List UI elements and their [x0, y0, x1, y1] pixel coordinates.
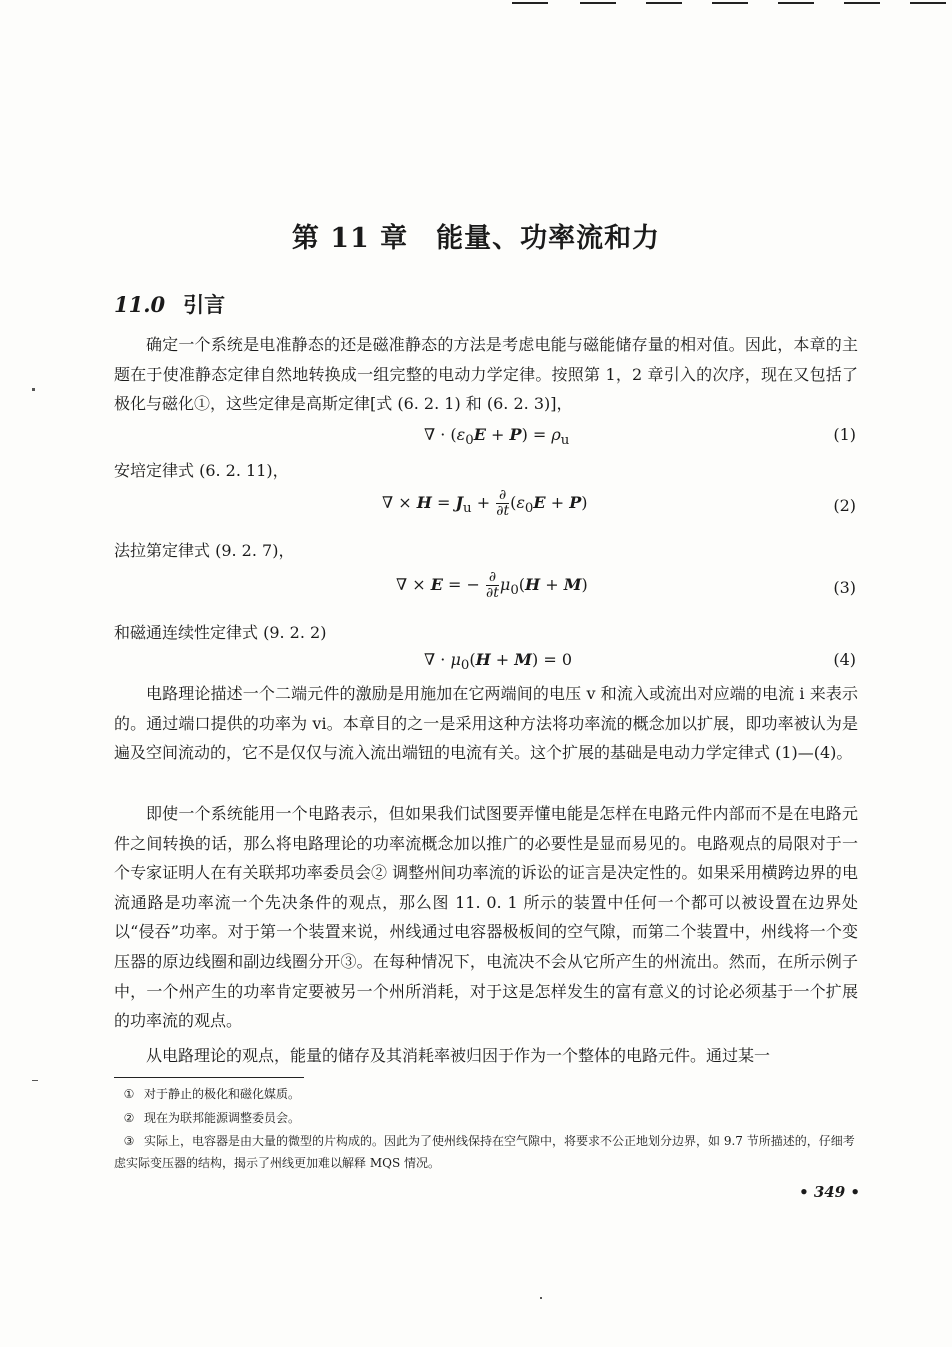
- paragraph-circuit-theory: 电路理论描述一个二端元件的激励是用施加在它两端间的电压 v 和流入或流出对应端的电流 i 来表示的。通过端口提供的功率为 vi。本章目的之一是采用这种方法将功率流的概念加以扩展，即功率被认为是遍及空间流动的，它不是仅仅与流入流出端钮的电流有关。这个扩展的基础是电动力学定律式 (1)—(4)。: [114, 684, 858, 763]
- scan-speck: [32, 1080, 38, 1081]
- chapter-title: 第 11 章 能量、功率流和力: [291, 223, 661, 254]
- section-title: 引言: [183, 292, 226, 317]
- section-heading: [114, 289, 225, 319]
- equation-gauss: ∇ · $(\varepsilon_0E + P) = \rho_u$: [424, 425, 570, 449]
- scan-speck: [32, 388, 35, 391]
- section-number: 11.0: [114, 292, 166, 317]
- page-number: • 349 •: [799, 1183, 860, 1201]
- footnote: ① 对于静止的极化和磁化媒质。: [123, 1087, 301, 1101]
- footnote-rule: [114, 1077, 304, 1078]
- equation-number: (2): [833, 496, 856, 515]
- top-rule: [910, 2, 946, 4]
- equation-number: (4): [833, 650, 856, 669]
- top-rule: [580, 2, 616, 4]
- top-rule: [646, 2, 682, 4]
- label-ampere: 安培定律式 (6. 2. 11)，: [114, 461, 289, 480]
- equation-number: (3): [833, 578, 856, 597]
- footnote: ③ 实际上，电容器是由大量的微型的片构成的。因此为了使州线保持在空气隙中，将要求不公正地划分边界，如 9.7 节所描述的，仔细考虑实际变压器的结构，揭示了州线更加难以解释 MQS 情况。: [114, 1134, 855, 1170]
- paragraph-intro: 确定一个系统是电准静态的还是磁准静态的方法是考虑电能与磁能储存量的相对值。因此，本章的主题在于使准静态定律自然地转换成一组完整的电动力学定律。按照第 1，2 章引入的次序，现在又包括了极化与磁化①，这些定律是高斯定律[式 (6. 2. 1) 和 (6. 2. 3)]，: [114, 335, 858, 414]
- equation-flux: ∇ · $\mu_0(H + M) = 0$: [424, 650, 572, 674]
- top-rule: [844, 2, 880, 4]
- paragraph-energy-storage: 从电路理论的观点，能量的储存及其消耗率被归因于作为一个整体的电路元件。通过某一: [146, 1046, 771, 1065]
- top-rule: [778, 2, 814, 4]
- equation-faraday: ∇ × E = − $\frac{\partial}{\partial t}$ $\mu_0(H + M)$: [396, 569, 588, 601]
- scan-speck: [540, 1297, 542, 1299]
- paragraph-power-flow: 即使一个系统能用一个电路表示，但如果我们试图要弄懂电能是怎样在电路元件内部而不是在电路元件之间转换的话，那么将电路理论的功率流概念加以推广的必要性是显而易见的。电路观点的局限对于一个专家证明人在有关联邦功率委员会② 调整州间功率流的诉讼的证言是决定性的。如果采用横跨边界的电流通路是功率流一个先决条件的观点，那么图 11. 0. 1 所示的装置中任何一个都可以被设置在边界处以“侵吞”功率。对于第一个装置来说，州线通过电容器极板间的空气隙，而第二个装置中，州线将一个变压器的原边线圈和副边线圈分开③。在每种情况下，电流决不会从它所产生的州流出。然而，在所示例子中，一个州产生的功率肯定要被另一个州所消耗，对于这是怎样发生的富有意义的讨论必须基于一个扩展的功率流的观点。: [114, 804, 858, 1031]
- label-faraday: 法拉第定律式 (9. 2. 7)，: [114, 541, 295, 560]
- equation-ampere: ∇ × $H = J_u$ + $\frac{\partial}{\partial t}$ $(\varepsilon_0E + P)$: [382, 487, 588, 519]
- top-rule: [512, 2, 548, 4]
- label-flux: 和磁通连续性定律式 (9. 2. 2): [114, 623, 327, 642]
- equation-number: (1): [833, 425, 856, 444]
- footnote: ② 现在为联邦能源调整委员会。: [123, 1111, 301, 1125]
- top-rule: [712, 2, 748, 4]
